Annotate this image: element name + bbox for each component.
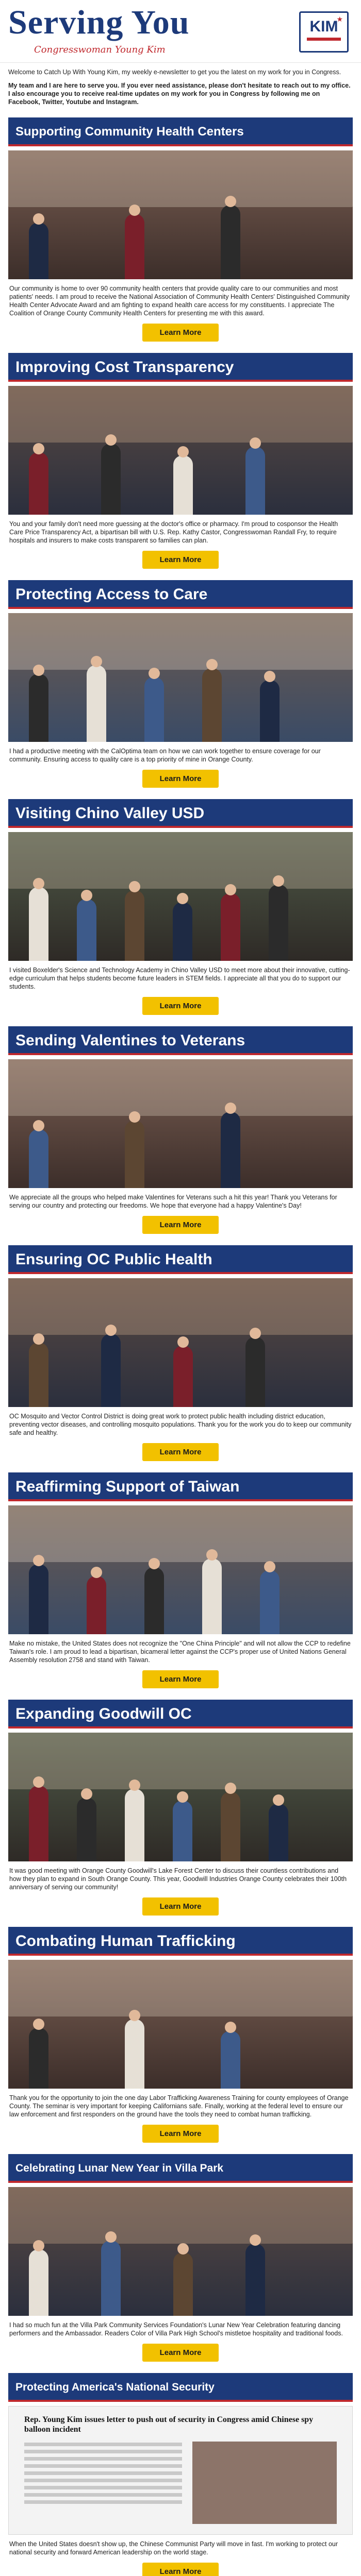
- section-banner: Reaffirming Support of Taiwan: [8, 1472, 353, 1501]
- button-wrap: [8, 768, 353, 795]
- button-wrap: [8, 549, 353, 576]
- button-wrap: [8, 1441, 353, 1468]
- newsletter-title: Serving You: [8, 4, 190, 41]
- section-text: Our community is home to over 90 community health centers that provide quality care to our communities and most patients' needs. I am proud to receive the National Association of Community Health Centers' Distinguished Community Health Center Advocate Award and am fighting to expand health care access for my constituents. I appreciate The Coalition of Orange County Community Health Centers for presenting me with this award.: [9, 285, 350, 317]
- section-photo: [8, 1505, 353, 1634]
- section-text: I visited Boxelder's Science and Technology Academy in Chino Valley USD to meet more about their innovative, cutting-edge curriculum that helps students become future leaders in STEM fields. I appreciate all that you do to support our students.: [9, 967, 350, 990]
- clipping-photo: [192, 2442, 337, 2524]
- learn-more-button[interactable]: Learn More: [142, 770, 219, 788]
- clipping-text-lines: [24, 2443, 182, 2507]
- section: [0, 580, 361, 795]
- section-banner: Improving Cost Transparency: [8, 353, 353, 382]
- section-text: We appreciate all the groups who helped make Valentines for Veterans such a hit this year! Thank you Veterans for serving our country and protecting our freedoms. We hope that everyone had a happy Valentine's Day!: [9, 1194, 337, 1209]
- section: [0, 1026, 361, 1241]
- section-text: When the United States doesn't show up, the Chinese Communist Party will move in fast. I'm working to protect our national security and forward American leadership on the world stage.: [9, 2540, 338, 2556]
- section-banner: Supporting Community Health Centers: [8, 117, 353, 146]
- section-photo: [8, 832, 353, 961]
- section-text: Make no mistake, the United States does not recognize the "One China Principle" and will not allow the CCP to redefine Taiwan's role. I am proud to lead a bipartisan, bicameral letter against the CCP's proper use of United Nations General Assembly resolution 2758 and stand with Taiwan.: [9, 1640, 351, 1664]
- section-banner: Expanding Goodwill OC: [8, 1700, 353, 1728]
- section-photo: [8, 613, 353, 742]
- section-text: It was good meeting with Orange County Goodwill's Lake Forest Center to discuss their countless contributions and how they plan to expand in South Orange County. This year, Goodwill Industries Orange County celebrates their 100th anniversary of serving our community!: [9, 1867, 347, 1891]
- logo-stripe: [307, 38, 341, 41]
- button-wrap: [8, 2123, 353, 2150]
- section-photo: [8, 1733, 353, 1861]
- section-banner: Ensuring OC Public Health: [8, 1245, 353, 1274]
- section: [0, 799, 361, 1022]
- masthead: [0, 0, 361, 63]
- section: [0, 117, 361, 349]
- section-text: OC Mosquito and Vector Control District is doing great work to protect public health including district education, preventing vector diseases, and controlling mosquito populations. Thank you for the work you do to keep our community safe and healthy.: [9, 1413, 352, 1436]
- section-text: You and your family don't need more guessing at the doctor's office or pharmacy. I'm proud to cosponsor the Health Care Price Transparency Act, a bipartisan bill with U.S. Rep. Kathy Castor, Congresswoman Randall Fry, to require hospitals and insurers to make costs transparent so families can plan.: [9, 520, 338, 544]
- learn-more-button[interactable]: Learn More: [142, 551, 219, 569]
- learn-more-button[interactable]: Learn More: [142, 324, 219, 342]
- section-photo: [8, 150, 353, 279]
- section-photo: [8, 1278, 353, 1407]
- section-banner: Protecting America's National Security: [8, 2373, 353, 2402]
- button-wrap: [8, 1895, 353, 1923]
- section: [0, 1472, 361, 1696]
- section-text: Thank you for the opportunity to join the one day Labor Trafficking Awareness Training for county employees of Orange County. The seminar is very important for keeping Californians safe. Finally, working at the federal level to ensure our law enforcement and first responders on the ground have the tools they need to combat human trafficking.: [9, 2094, 349, 2118]
- star-icon: ★: [336, 15, 343, 23]
- sections: [0, 117, 361, 2576]
- logo-text: KIM: [309, 18, 338, 35]
- section-text: I had so much fun at the Villa Park Community Services Foundation's Lunar New Year Celebration featuring dancing performers and the Ambassador. Readers Color of Villa Park High School's mistletoe hospitality and traditional foods.: [9, 2321, 343, 2337]
- section-photo: [8, 386, 353, 515]
- section-text: I had a productive meeting with the CalOptima team on how we can work together to ensure coverage for our community. Ensuring access to quality care is a top priority of mine in Orange County.: [9, 748, 321, 763]
- section: [0, 2373, 361, 2576]
- section: [0, 353, 361, 576]
- section-banner: Combating Human Trafficking: [8, 1927, 353, 1956]
- kim-logo: [299, 11, 349, 53]
- learn-more-button[interactable]: Learn More: [142, 1216, 219, 1234]
- section-banner: Protecting Access to Care: [8, 580, 353, 609]
- section-banner: Visiting Chino Valley USD: [8, 799, 353, 828]
- newsletter-subtitle: Congresswoman Young Kim: [34, 44, 166, 55]
- section-banner: Celebrating Lunar New Year in Villa Park: [8, 2154, 353, 2183]
- button-wrap: [8, 321, 353, 349]
- news-clipping: [8, 2406, 353, 2535]
- button-wrap: [8, 1668, 353, 1696]
- learn-more-button[interactable]: Learn More: [142, 1897, 219, 1916]
- section-photo: [8, 1960, 353, 2089]
- learn-more-button[interactable]: Learn More: [142, 2563, 219, 2576]
- button-wrap: [8, 2342, 353, 2369]
- learn-more-button[interactable]: Learn More: [142, 2125, 219, 2143]
- learn-more-button[interactable]: Learn More: [142, 1670, 219, 1688]
- section: [0, 1927, 361, 2150]
- learn-more-button[interactable]: Learn More: [142, 2344, 219, 2362]
- learn-more-button[interactable]: Learn More: [142, 997, 219, 1015]
- section: [0, 1245, 361, 1468]
- section-banner: Sending Valentines to Veterans: [8, 1026, 353, 1055]
- section: [0, 2154, 361, 2369]
- button-wrap: [8, 2561, 353, 2576]
- intro: [0, 63, 361, 117]
- section-photo: [8, 2187, 353, 2316]
- intro-paragraph-2: My team and I are here to serve you. If you ever need assistance, please don't hesitate to reach out to my office. I also encourage you to receive real-time updates on my work for you in Congress by following me on Facebook, Twitter, Youtube and Instagram.: [8, 82, 351, 106]
- button-wrap: [8, 1214, 353, 1241]
- button-wrap: [8, 995, 353, 1022]
- section: [0, 1700, 361, 1923]
- intro-paragraph-1: Welcome to Catch Up With Young Kim, my weekly e-newsletter to get you the latest on my work for you in Congress.: [8, 69, 341, 76]
- clipping-headline: Rep. Young Kim issues letter to push out of security in Congress amid Chinese spy balloon incident: [24, 2415, 314, 2434]
- section-photo: [8, 1059, 353, 1188]
- learn-more-button[interactable]: Learn More: [142, 1443, 219, 1461]
